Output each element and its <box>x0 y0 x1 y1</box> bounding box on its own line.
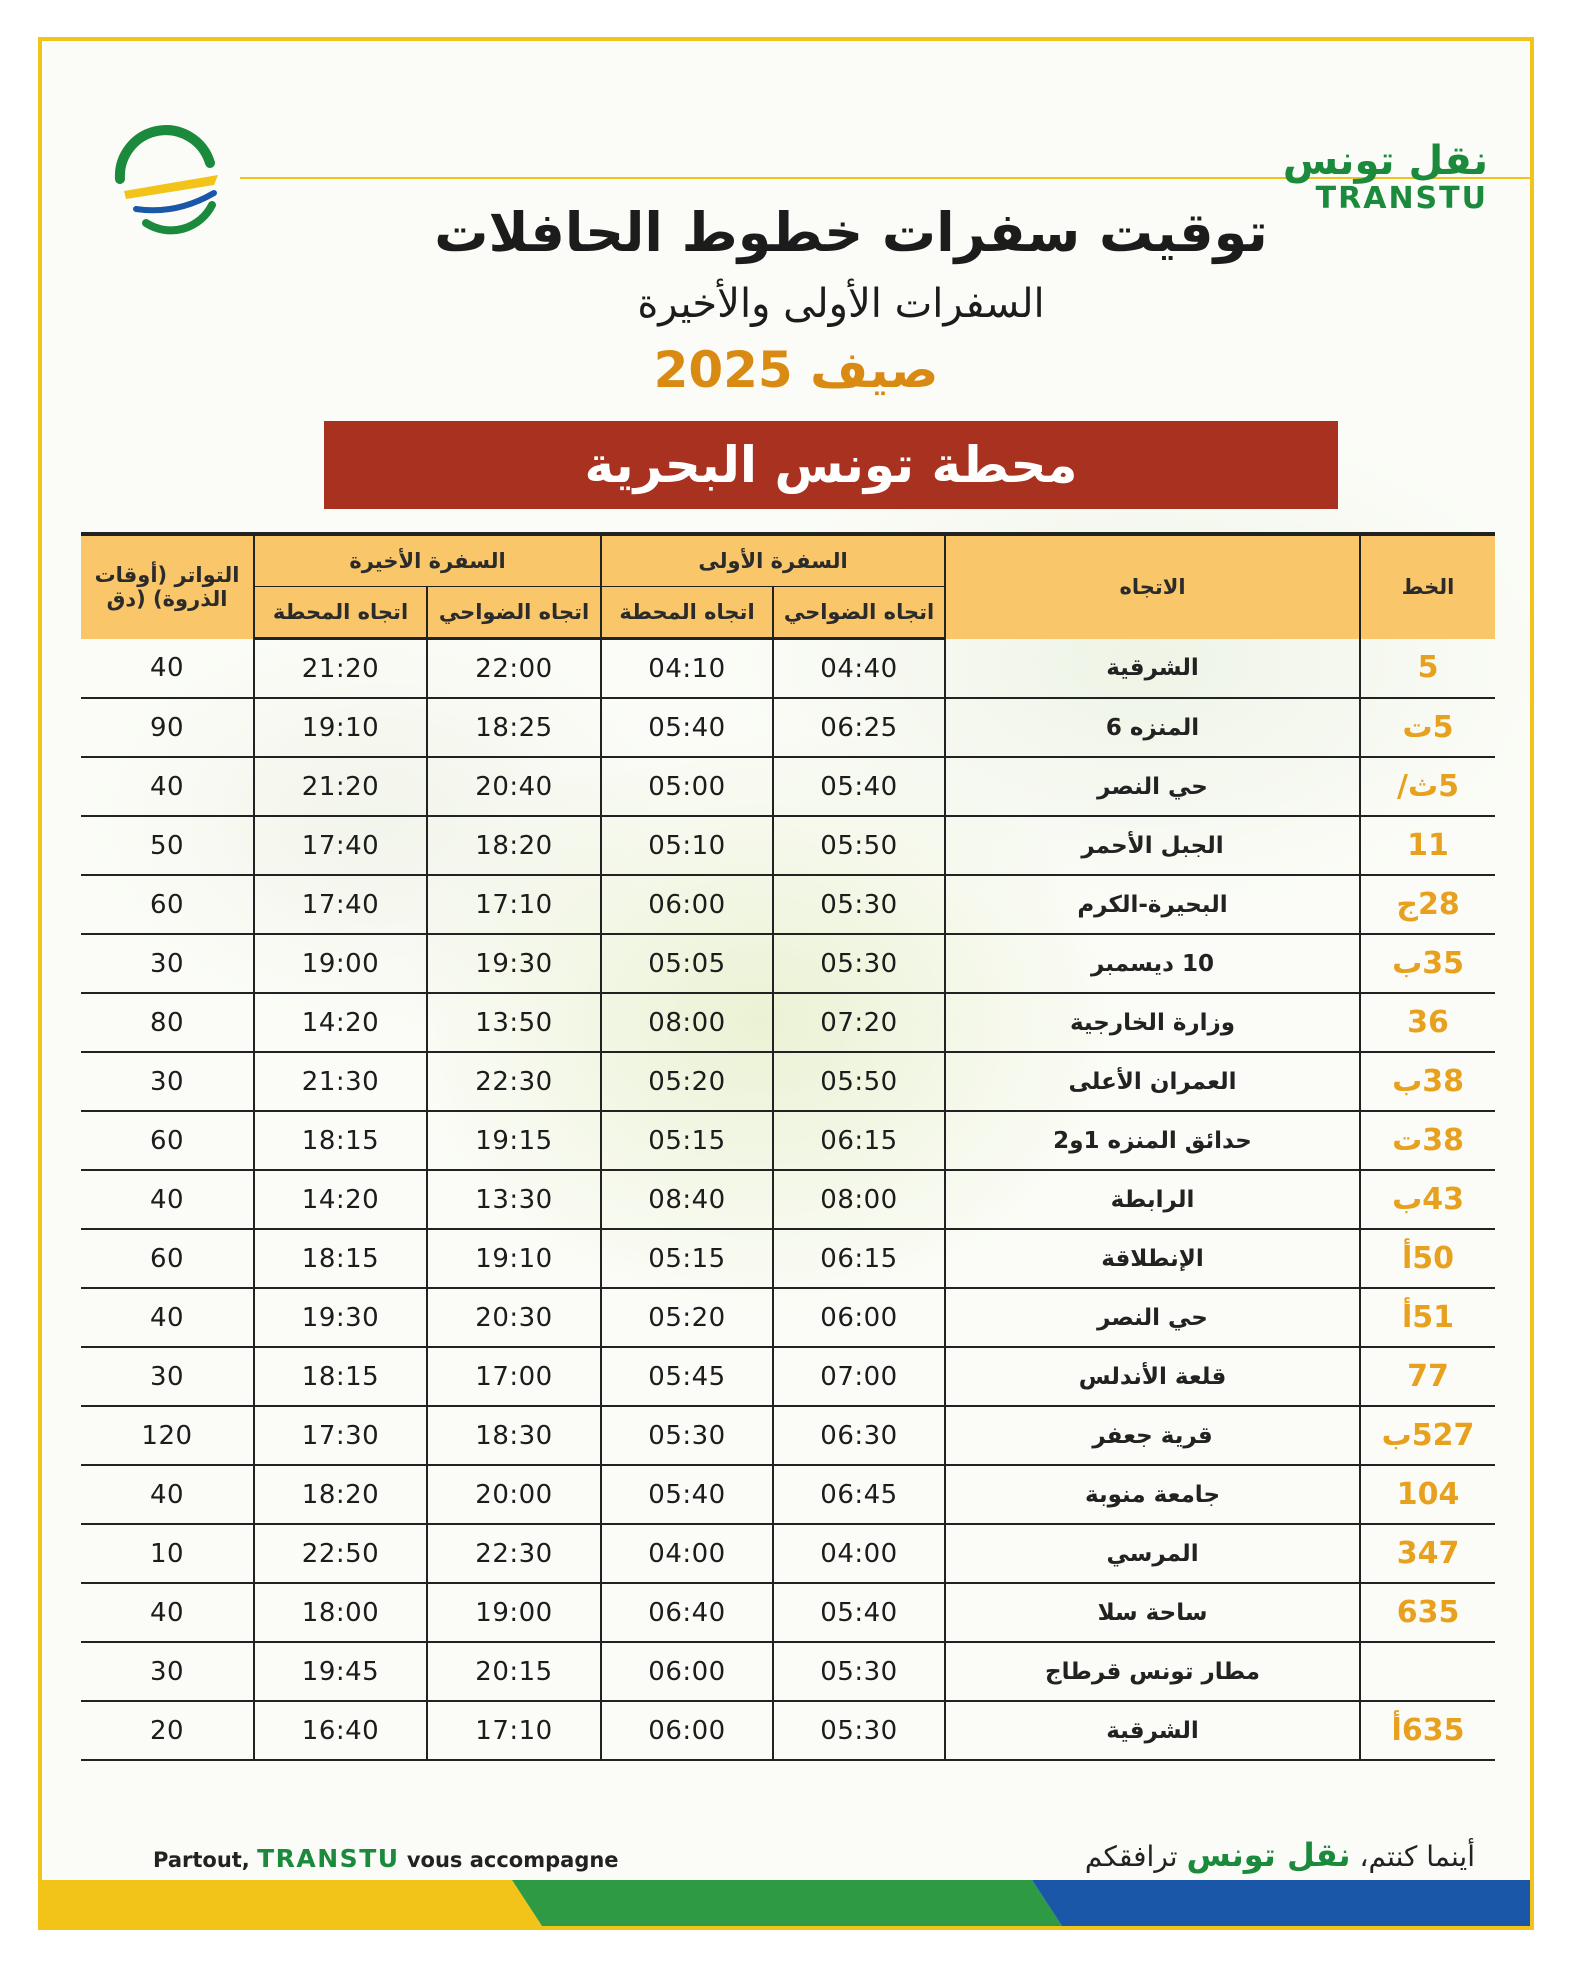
frequency-cell: 60 <box>81 1111 254 1170</box>
last-to-station-cell: 19:00 <box>254 934 427 993</box>
frequency-cell: 40 <box>81 757 254 816</box>
line-cell: 5ت <box>1360 698 1495 757</box>
direction-cell: الجبل الأحمر <box>945 816 1360 875</box>
last-to-station-cell: 18:15 <box>254 1229 427 1288</box>
header-first-to-station: اتجاه المحطة <box>601 587 773 639</box>
direction-cell: الإنطلاقة <box>945 1229 1360 1288</box>
footer-fr-suffix: vous accompagne <box>406 1848 619 1872</box>
first-to-station-cell: 05:40 <box>601 698 773 757</box>
line-cell: 35ب <box>1360 934 1495 993</box>
last-to-station-cell: 14:20 <box>254 993 427 1052</box>
header-last-to-station: اتجاه المحطة <box>254 587 427 639</box>
line-cell: 635أ <box>1360 1701 1495 1760</box>
frequency-cell: 30 <box>81 1642 254 1701</box>
first-to-suburbs-cell: 07:00 <box>773 1347 945 1406</box>
table-row <box>81 757 1495 816</box>
direction-cell: جامعة منوبة <box>945 1465 1360 1524</box>
first-to-station-cell: 06:40 <box>601 1583 773 1642</box>
last-to-suburbs-cell: 22:30 <box>427 1052 601 1111</box>
last-to-station-cell: 17:40 <box>254 816 427 875</box>
header-frequency <box>81 534 254 639</box>
footer-fr-prefix: Partout, <box>153 1848 250 1872</box>
frequency-cell: 30 <box>81 934 254 993</box>
last-to-suburbs-cell: 22:00 <box>427 639 601 699</box>
first-to-station-cell: 05:15 <box>601 1229 773 1288</box>
first-to-suburbs-cell: 05:30 <box>773 1642 945 1701</box>
first-to-suburbs-cell: 05:40 <box>773 757 945 816</box>
last-to-station-cell: 21:30 <box>254 1052 427 1111</box>
last-to-station-cell: 17:40 <box>254 875 427 934</box>
direction-cell: قرية جعفر <box>945 1406 1360 1465</box>
first-to-suburbs-cell: 05:50 <box>773 816 945 875</box>
table-row <box>81 1701 1495 1760</box>
first-to-suburbs-cell: 05:40 <box>773 1583 945 1642</box>
frequency-cell: 60 <box>81 1229 254 1288</box>
first-to-station-cell: 05:20 <box>601 1288 773 1347</box>
table-row <box>81 1465 1495 1524</box>
header-line: الخط <box>1360 534 1495 639</box>
first-to-suburbs-cell: 05:30 <box>773 934 945 993</box>
first-to-station-cell: 06:00 <box>601 1642 773 1701</box>
footer-arabic <box>1085 1836 1475 1874</box>
direction-cell: الرابطة <box>945 1170 1360 1229</box>
direction-cell: الشرقية <box>945 1701 1360 1760</box>
last-to-suburbs-cell: 20:15 <box>427 1642 601 1701</box>
header-first-trip: السفرة الأولى <box>601 534 945 587</box>
first-to-suburbs-cell: 06:25 <box>773 698 945 757</box>
direction-cell: البحيرة-الكرم <box>945 875 1360 934</box>
table-row <box>81 1111 1495 1170</box>
last-to-suburbs-cell: 19:10 <box>427 1229 601 1288</box>
first-to-suburbs-cell: 06:00 <box>773 1288 945 1347</box>
table-row <box>81 875 1495 934</box>
line-cell <box>1360 1642 1495 1701</box>
frequency-cell: 60 <box>81 875 254 934</box>
first-to-station-cell: 06:00 <box>601 1701 773 1760</box>
last-to-station-cell: 16:40 <box>254 1701 427 1760</box>
first-to-suburbs-cell: 05:30 <box>773 875 945 934</box>
direction-cell: قلعة الأندلس <box>945 1347 1360 1406</box>
header-frequency-line2: الذروة) (دق <box>106 587 228 612</box>
line-cell: 38ت <box>1360 1111 1495 1170</box>
frequency-cell: 10 <box>81 1524 254 1583</box>
line-cell: 527ب <box>1360 1406 1495 1465</box>
frequency-cell: 20 <box>81 1701 254 1760</box>
line-cell: 43ب <box>1360 1170 1495 1229</box>
frequency-cell: 40 <box>81 1465 254 1524</box>
first-to-station-cell: 05:10 <box>601 816 773 875</box>
schedule-body <box>81 639 1495 1761</box>
page-subtitle: السفرات الأولى والأخيرة <box>637 281 1045 327</box>
first-to-station-cell: 08:40 <box>601 1170 773 1229</box>
first-to-station-cell: 05:40 <box>601 1465 773 1524</box>
first-to-suburbs-cell: 05:30 <box>773 1701 945 1760</box>
line-cell: 11 <box>1360 816 1495 875</box>
table-row <box>81 993 1495 1052</box>
header-last-trip: السفرة الأخيرة <box>254 534 601 587</box>
last-to-station-cell: 18:15 <box>254 1111 427 1170</box>
last-to-suburbs-cell: 13:50 <box>427 993 601 1052</box>
header-last-to-suburbs: اتجاه الضواحي <box>427 587 601 639</box>
first-to-suburbs-cell: 06:15 <box>773 1229 945 1288</box>
last-to-station-cell: 19:30 <box>254 1288 427 1347</box>
line-cell: 38ب <box>1360 1052 1495 1111</box>
table-row <box>81 1229 1495 1288</box>
season-label: صيف 2025 <box>653 341 939 399</box>
table-row <box>81 698 1495 757</box>
table-row <box>81 1052 1495 1111</box>
frequency-cell: 90 <box>81 698 254 757</box>
stripe-yellow <box>42 1880 542 1926</box>
first-to-suburbs-cell: 06:30 <box>773 1406 945 1465</box>
last-to-suburbs-cell: 13:30 <box>427 1170 601 1229</box>
direction-cell: حي النصر <box>945 1288 1360 1347</box>
frequency-cell: 40 <box>81 1288 254 1347</box>
table-row <box>81 1170 1495 1229</box>
direction-cell: ساحة سلا <box>945 1583 1360 1642</box>
line-cell: 50أ <box>1360 1229 1495 1288</box>
first-to-suburbs-cell: 06:15 <box>773 1111 945 1170</box>
first-to-suburbs-cell: 05:50 <box>773 1052 945 1111</box>
last-to-suburbs-cell: 20:00 <box>427 1465 601 1524</box>
frequency-cell: 50 <box>81 816 254 875</box>
station-banner: محطة تونس البحرية <box>324 421 1338 509</box>
last-to-suburbs-cell: 19:15 <box>427 1111 601 1170</box>
table-row <box>81 1347 1495 1406</box>
frequency-cell: 30 <box>81 1052 254 1111</box>
page-title: توقيت سفرات خطوط الحافلات <box>434 201 1268 264</box>
direction-cell: حدائق المنزه 1و2 <box>945 1111 1360 1170</box>
line-cell: 5 <box>1360 639 1495 699</box>
last-to-suburbs-cell: 20:30 <box>427 1288 601 1347</box>
last-to-suburbs-cell: 17:10 <box>427 1701 601 1760</box>
line-cell: 635 <box>1360 1583 1495 1642</box>
last-to-station-cell: 19:10 <box>254 698 427 757</box>
first-to-suburbs-cell: 06:45 <box>773 1465 945 1524</box>
last-to-suburbs-cell: 22:30 <box>427 1524 601 1583</box>
last-to-station-cell: 18:20 <box>254 1465 427 1524</box>
header-frequency-line1: التواتر (أوقات <box>94 563 240 588</box>
last-to-suburbs-cell: 18:20 <box>427 816 601 875</box>
first-to-station-cell: 05:15 <box>601 1111 773 1170</box>
header-first-to-suburbs: اتجاه الضواحي <box>773 587 945 639</box>
last-to-suburbs-cell: 17:00 <box>427 1347 601 1406</box>
last-to-suburbs-cell: 18:25 <box>427 698 601 757</box>
direction-cell: وزارة الخارجية <box>945 993 1360 1052</box>
brand-arabic: نقل تونس <box>1282 138 1488 184</box>
direction-cell: العمران الأعلى <box>945 1052 1360 1111</box>
first-to-suburbs-cell: 04:40 <box>773 639 945 699</box>
line-cell: 28ج <box>1360 875 1495 934</box>
schedule-table <box>81 532 1495 1761</box>
last-to-suburbs-cell: 17:10 <box>427 875 601 934</box>
table-row <box>81 1524 1495 1583</box>
direction-cell: المنزه 6 <box>945 698 1360 757</box>
frequency-cell: 120 <box>81 1406 254 1465</box>
direction-cell: مطار تونس قرطاج <box>945 1642 1360 1701</box>
direction-cell: 10 ديسمبر <box>945 934 1360 993</box>
stripe-green <box>512 1880 1062 1926</box>
first-to-station-cell: 05:00 <box>601 757 773 816</box>
frequency-cell: 40 <box>81 639 254 699</box>
frequency-cell: 40 <box>81 1583 254 1642</box>
table-row <box>81 816 1495 875</box>
footer-fr-brand: TRANSTU <box>257 1844 400 1873</box>
first-to-station-cell: 05:05 <box>601 934 773 993</box>
footer-stripes <box>42 1880 1530 1926</box>
last-to-station-cell: 21:20 <box>254 757 427 816</box>
last-to-suburbs-cell: 18:30 <box>427 1406 601 1465</box>
direction-cell: الشرقية <box>945 639 1360 699</box>
last-to-station-cell: 19:45 <box>254 1642 427 1701</box>
frequency-cell: 30 <box>81 1347 254 1406</box>
table-row <box>81 934 1495 993</box>
first-to-suburbs-cell: 04:00 <box>773 1524 945 1583</box>
last-to-suburbs-cell: 20:40 <box>427 757 601 816</box>
table-row <box>81 1583 1495 1642</box>
first-to-station-cell: 04:10 <box>601 639 773 699</box>
line-cell: 5ث/ <box>1360 757 1495 816</box>
last-to-station-cell: 22:50 <box>254 1524 427 1583</box>
last-to-station-cell: 18:00 <box>254 1583 427 1642</box>
first-to-station-cell: 06:00 <box>601 875 773 934</box>
line-cell: 77 <box>1360 1347 1495 1406</box>
last-to-station-cell: 14:20 <box>254 1170 427 1229</box>
footer-ar-prefix: أينما كنتم، <box>1359 1840 1475 1873</box>
table-row <box>81 1288 1495 1347</box>
footer-ar-suffix: ترافقكم <box>1084 1840 1178 1873</box>
first-to-suburbs-cell: 08:00 <box>773 1170 945 1229</box>
line-cell: 36 <box>1360 993 1495 1052</box>
last-to-suburbs-cell: 19:00 <box>427 1583 601 1642</box>
frequency-cell: 40 <box>81 1170 254 1229</box>
direction-cell: حي النصر <box>945 757 1360 816</box>
last-to-station-cell: 21:20 <box>254 639 427 699</box>
first-to-station-cell: 05:20 <box>601 1052 773 1111</box>
first-to-station-cell: 05:45 <box>601 1347 773 1406</box>
last-to-suburbs-cell: 19:30 <box>427 934 601 993</box>
line-cell: 104 <box>1360 1465 1495 1524</box>
stripe-blue <box>1032 1880 1530 1926</box>
first-to-station-cell: 08:00 <box>601 993 773 1052</box>
footer-ar-brand: نقل تونس <box>1186 1836 1351 1874</box>
line-cell: 347 <box>1360 1524 1495 1583</box>
first-to-station-cell: 04:00 <box>601 1524 773 1583</box>
line-cell: 51أ <box>1360 1288 1495 1347</box>
table-row <box>81 1642 1495 1701</box>
table-row <box>81 1406 1495 1465</box>
last-to-station-cell: 18:15 <box>254 1347 427 1406</box>
direction-cell: المرسي <box>945 1524 1360 1583</box>
first-to-station-cell: 05:30 <box>601 1406 773 1465</box>
last-to-station-cell: 17:30 <box>254 1406 427 1465</box>
first-to-suburbs-cell: 07:20 <box>773 993 945 1052</box>
table-row <box>81 639 1495 699</box>
footer-french <box>153 1844 619 1873</box>
header-direction: الاتجاه <box>945 534 1360 639</box>
frequency-cell: 80 <box>81 993 254 1052</box>
brand-latin: TRANSTU <box>1315 181 1488 216</box>
